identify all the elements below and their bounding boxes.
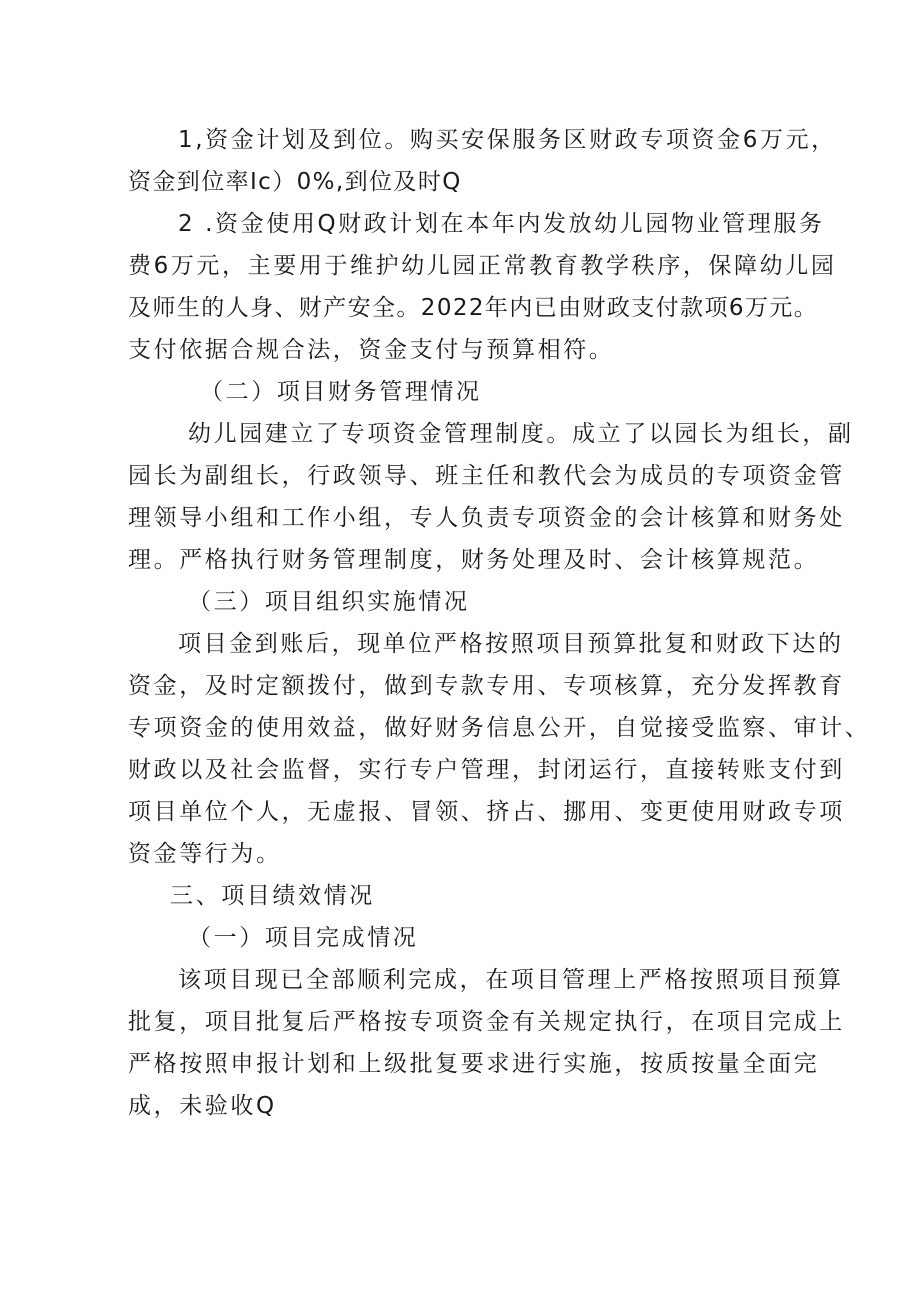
paragraph-line: 资金等行为。 [128,841,282,867]
paragraph-line: 2 .资金使用Q财政计划在本年内发放幼儿园物业管理服务 [178,211,825,237]
paragraph-line: 批复，项目批复后严格按专项资金有关规定执行，在项目完成上 [128,1009,845,1035]
paragraph-line: 专项资金的使用效益，做好财务信息公开，自觉接受监察、审计、 [128,715,871,741]
paragraph-line: 费6万元，主要用于维护幼儿园正常教育教学秩序，保障幼儿园 [128,253,837,279]
paragraph-line: 成，未验收Q [128,1093,277,1119]
section-heading: （二）项目财务管理情况 [200,379,482,405]
paragraph-line: 财政以及社会监督，实行专户管理，封闭运行，直接转账支付到 [128,757,845,783]
paragraph-line: 该项目现已全部顺利完成，在项目管理上严格按照项目预算 [178,967,844,993]
paragraph-line: 园长为副组长，行政领导、班主任和教代会为成员的专项资金管 [128,463,845,489]
paragraph-line: 资金到位率Ic）0%,到位及时Q [128,169,462,195]
paragraph-line: 理。严格执行财务管理制度，财务处理及时、会计核算规范。 [128,547,820,573]
paragraph-line: 项目金到账后，现单位严格按照项目预算批复和财政下达的 [178,631,844,657]
paragraph-line: 1,资金计划及到位。购买安保服务区财政专项资金6万元， [178,127,837,153]
section-heading: 三、项目绩效情况 [170,883,375,909]
section-heading: （一）项目完成情况 [188,925,419,951]
paragraph-line: 幼儿园建立了专项资金管理制度。成立了以园长为组长，副 [188,421,854,447]
paragraph-line: 严格按照申报计划和上级批复要求进行实施，按质按量全面完 [128,1051,820,1077]
section-heading: （三）项目组织实施情况 [188,589,470,615]
paragraph-line: 支付依据合规合法，资金支付与预算相符。 [128,337,615,363]
paragraph-line: 资金，及时定额拨付，做到专款专用、专项核算，充分发挥教育 [128,673,845,699]
paragraph-line: 项目单位个人，无虚报、冒领、挤占、挪用、变更使用财政专项 [128,799,845,825]
paragraph-line: 理领导小组和工作小组，专人负责专项资金的会计核算和财务处 [128,505,845,531]
paragraph-line: 及师生的人身、财产安全。2022年内已由财政支付款项6万元。 [128,295,819,321]
